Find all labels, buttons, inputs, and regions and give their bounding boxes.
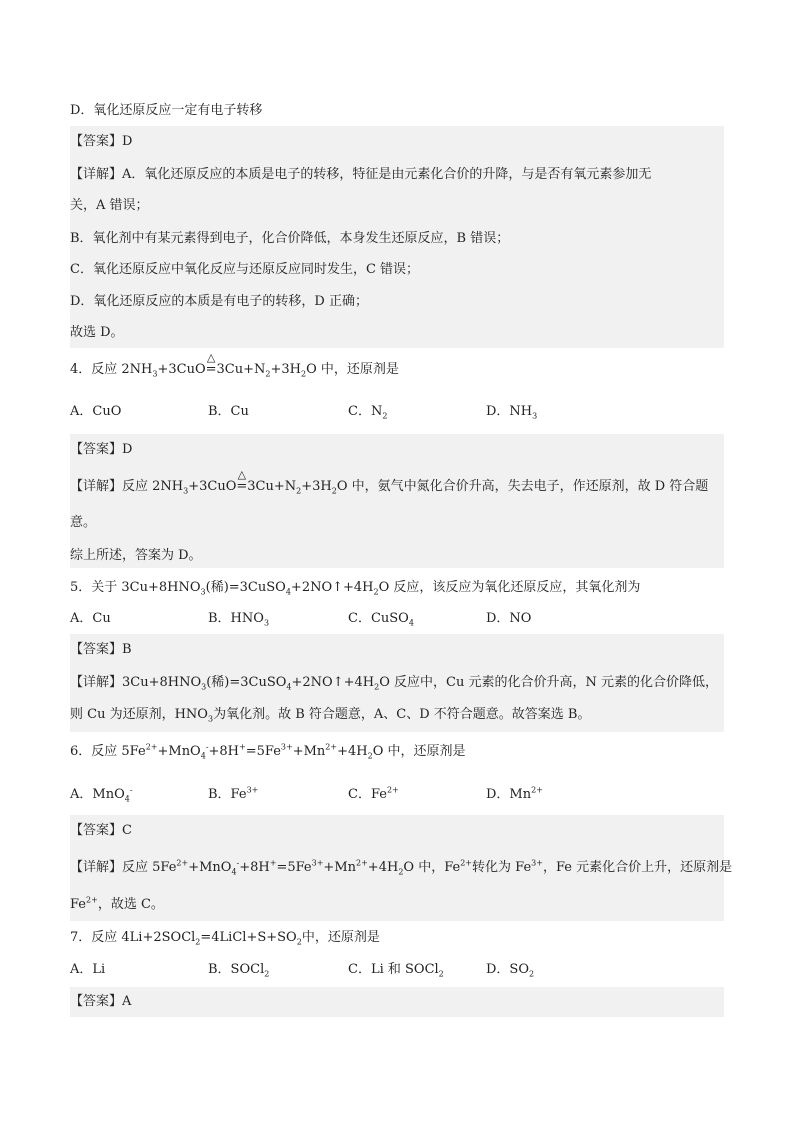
q3-option-d: D．氧化还原反应一定有电子转移 <box>70 103 263 118</box>
q5-answer: 【答案】B <box>70 642 132 657</box>
q6-option-a: A．MnO$_4$- <box>70 785 133 804</box>
q4-detail: 【详解】反应 $2NH_3+3CuO$ △ $=3Cu+N_2+3H_2O$ 中，氨气中氮化合价升高，失去电子，作还原剂，故 D 符合题 <box>70 477 708 497</box>
q5-option-a: A．Cu <box>70 611 111 626</box>
q5-option-d: D．NO <box>486 611 532 626</box>
q7-stem: 7．反应 $4Li+2SOCl_2=4LiCl+S+SO_2$中，还原剂是 <box>70 930 380 947</box>
heat-triangle-icon: △ <box>206 351 216 364</box>
q7-option-a: A．Li <box>70 962 106 977</box>
q3-conclusion: 故选 D。 <box>70 325 124 340</box>
q4-option-a: A．CuO <box>70 404 122 419</box>
q6-answer: 【答案】C <box>70 823 132 838</box>
q7-option-d: D．$SO_2$ <box>486 962 535 979</box>
q4-summary: 综上所述，答案为 D。 <box>70 548 202 563</box>
q6-option-b: B．$Fe^{3+}$ <box>208 785 259 802</box>
q3-detail-a-2: 关，A 错误； <box>70 198 149 213</box>
heat-triangle-icon: △ <box>237 468 247 481</box>
q4-option-c: C．$N_2$ <box>348 404 388 421</box>
q5-detail-1: 【详解】$3Cu+8HNO_3$(稀)$=3CuSO_4+2NO↑+4H_2O$ 反应中，Cu 元素的化合价升高，N 元素的化合价降低， <box>70 675 718 692</box>
q6-option-d: D．$Mn^{2+}$ <box>486 785 543 802</box>
q3-detail-d: D．氧化还原反应的本质是有电子的转移，D 正确； <box>70 294 368 309</box>
answer-block-q7 <box>70 987 724 1017</box>
q5-option-b: B．$HNO_3$ <box>208 611 270 628</box>
q3-detail-b: B．氧化剂中有某元素得到电子，化合价降低，本身发生还原反应，B 错误； <box>70 231 510 246</box>
q5-detail-2: 则 Cu 为还原剂，$HNO_3$为氧化剂。故 B 符合题意，A、C、D 不符合题意。故答案选 B。 <box>70 707 591 724</box>
q3-answer: 【答案】D <box>70 134 133 149</box>
q6-option-c: C．$Fe^{2+}$ <box>348 785 399 802</box>
q6-detail-2: $Fe^{2+}$，故选 C。 <box>70 895 164 912</box>
q7-option-c: C．Li 和 SOCl$_2$ <box>348 962 444 979</box>
q3-detail-a-1: 【详解】A．氧化还原反应的本质是电子的转移，特征是由元素化合价的升降，与是否有氧元素参加无 <box>70 167 652 182</box>
q4-stem: 4．反应 $2NH_3+3CuO$ △ $=3Cu+N_2+3H_2O$ 中，还原剂是 <box>70 360 399 380</box>
q4-option-b: B．Cu <box>208 404 249 419</box>
q5-stem: 5．关于 $3Cu+8HNO_3$(稀)$=3CuSO_4+2NO↑+4H_2O$ 反应，该反应为氧化还原反应，其氧化剂为 <box>70 580 641 597</box>
q4-option-d: D．$NH_3$ <box>486 404 538 421</box>
q3-detail-c: C．氧化还原反应中氧化反应与还原反应同时发生，C 错误； <box>70 262 420 277</box>
q6-stem: 6．反应 $5Fe^{2+}+MnO_4^-+8H^+=5Fe^{3+}+Mn^{2+}+4H_2O$ 中，还原剂是 <box>70 742 466 761</box>
q7-option-b: B．SOCl$_2$ <box>208 962 270 979</box>
q7-answer: 【答案】A <box>70 994 132 1009</box>
q4-answer: 【答案】D <box>70 442 133 457</box>
q5-option-c: C．CuSO$_4$ <box>348 611 414 628</box>
q6-detail-1: 【详解】反应 $5Fe^{2+}+MnO_4^-+8H^+=5Fe^{3+}+Mn^{2+}+4H_2O$ 中，$Fe^{2+}$转化为 $Fe^{3+}$，Fe 元素化合价上升，还原剂是 <box>70 858 733 877</box>
q4-detail-2: 意。 <box>70 515 97 530</box>
